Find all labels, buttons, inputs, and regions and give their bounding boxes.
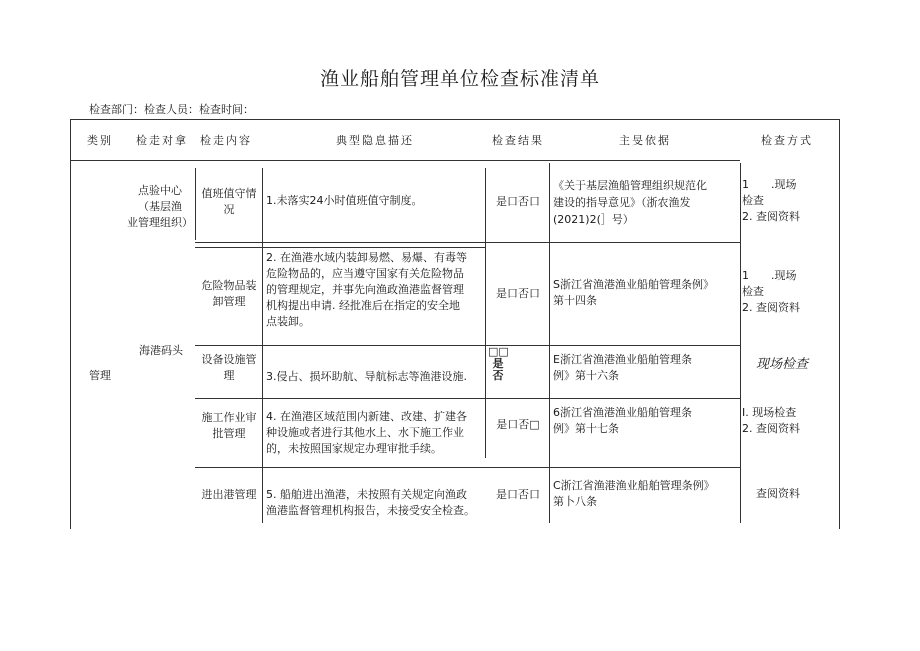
- inspection-meta: 检查部门：检查人员：检查时间：: [89, 103, 254, 116]
- row2-method: 1 .现场 检查 2. 查阅资料: [742, 269, 800, 314]
- row2-hazard: 2. 在渔港水域内装卸易燃、易爆、有毒等 危险物品的，应当遵守国家有关危险物品 的管理规定，并事先向渔政渔港监督管理 机构提出申请. 经批准后在指定的安全地 点装卸。: [266, 251, 467, 328]
- row5-method: 查阅资料: [756, 487, 800, 500]
- row2-result: 是口否口: [496, 287, 540, 300]
- row2-content: 危险物品装 卸管理: [201, 279, 257, 308]
- row4-method: I. 现场检查 2. 查阅资料: [742, 406, 800, 435]
- row-divider-inner: [195, 247, 485, 248]
- row4-basis: 6浙江省渔港渔业船舶管理条 例》第十七条: [553, 406, 692, 435]
- row3-object: 海港码头: [139, 344, 183, 357]
- row-divider-3: [195, 398, 740, 399]
- row3-result: □□ 是否: [488, 345, 509, 382]
- row-divider-4: [195, 467, 740, 468]
- header-method: 检查方式: [761, 134, 813, 147]
- header-category: 类别: [87, 134, 113, 147]
- row3-hazard: 3.侵占、损坏助航、导航标志等渔港设施.: [266, 370, 467, 383]
- table-right-border: [839, 119, 840, 529]
- row1-method: 1 .现场 检查 2. 查阅资料: [742, 178, 800, 223]
- row1-basis: 《关于基层渔船管理组织规范化 建设的指导意见》（浙农渔发 (2021)2(］号）: [553, 179, 707, 226]
- row5-result: 是口否口: [496, 488, 540, 501]
- row5-hazard: 5. 船舶进出渔港，未按照有关规定向渔政 渔港监督管理机构报告，未接受安全检查。: [266, 488, 475, 517]
- row1-content: 值班值守情 况: [201, 187, 257, 216]
- header-object: 检走对拿: [136, 134, 188, 147]
- row3-method: 现场检查: [756, 357, 809, 372]
- table-top-border: [70, 119, 839, 120]
- row1-object: 点验中心 （基层渔 业管理组织）: [127, 184, 193, 229]
- col-divider-result: [549, 163, 550, 523]
- category-cell: 管理: [89, 369, 111, 382]
- header-hazard: 典型隐息描还: [336, 134, 414, 147]
- row2-basis: S浙江省渔港渔业船舶管理条例》 第十四条: [553, 278, 714, 307]
- row3-basis: E浙江省渔港渔业船舶管理条 例》第十六条: [553, 353, 692, 382]
- row4-content: 施工作业审 批管理: [201, 411, 257, 440]
- row1-hazard: 1.未落实24小时值班值守制度。: [266, 194, 423, 207]
- row1-result: 是口否口: [496, 195, 540, 208]
- col-divider-content: [262, 168, 263, 523]
- row5-content: 进出港管理: [201, 488, 257, 501]
- row5-basis: C浙江省渔港渔业船舶管理条例》 第卜八条: [553, 479, 715, 508]
- header-bottom-border: [70, 160, 740, 161]
- row-divider-2: [195, 345, 740, 346]
- header-content: 检走内容: [200, 134, 252, 147]
- col-divider-basis: [740, 163, 741, 523]
- row-divider-1: [195, 242, 740, 243]
- page-title: 渔业船舶管理单位检查标准清单: [319, 68, 600, 90]
- row4-result: 是口否□: [496, 418, 540, 431]
- table-left-border: [70, 119, 71, 529]
- header-basis: 主旻依据: [619, 134, 671, 147]
- header-result: 检查结果: [492, 134, 544, 147]
- row4-hazard: 4. 在渔港区域范围内新建、改建、扩建各 种设施或者进行其他水上、水下施工作业 的，未按照国家规定办理审批手续。: [266, 410, 467, 455]
- row3-content: 设备设施管 理: [201, 353, 257, 382]
